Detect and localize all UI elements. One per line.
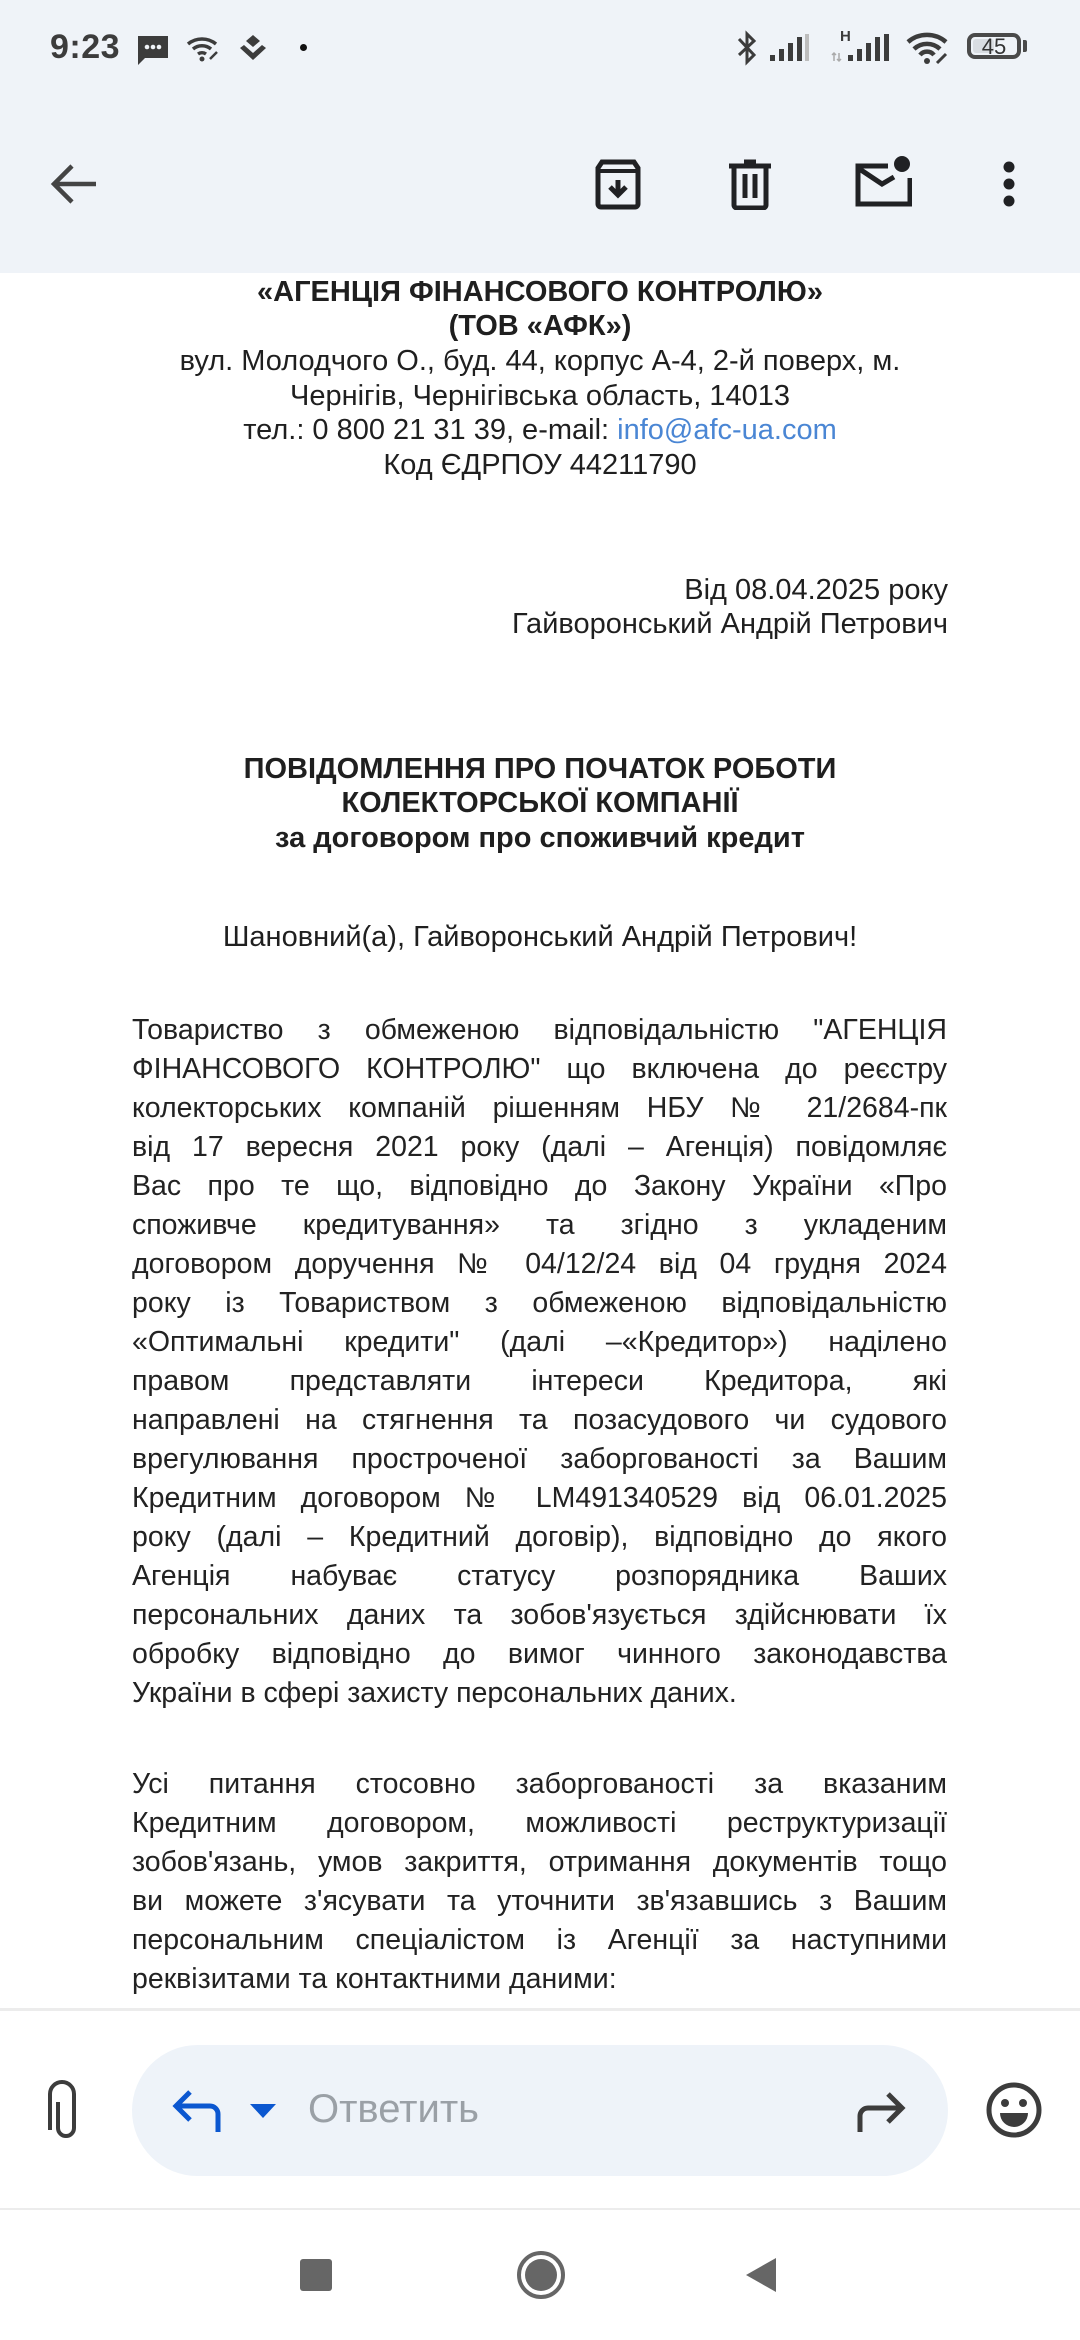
message-icon <box>136 34 170 66</box>
paragraph-line: Товариство з обмеженою відповідальністю "АГЕНЦІЯ <box>132 1014 947 1046</box>
paragraph-line: року (далі – Кредитний договір), відповідно до якого <box>132 1521 947 1553</box>
paperclip-icon <box>34 2078 94 2142</box>
attach-button[interactable] <box>34 2078 94 2142</box>
trash-icon <box>724 158 776 210</box>
paragraph-line: Кредитним договором № LM491340529 від 06.01.2025 <box>132 1482 947 1514</box>
paragraph-line: року із Товариством з обмеженою відповідальністю <box>132 1287 947 1319</box>
company-name: «АГЕНЦІЯ ФІНАНСОВОГО КОНТРОЛЮ» <box>257 276 823 308</box>
notice-subtitle: за договором про споживчий кредит <box>275 822 805 854</box>
top-bar <box>0 0 1080 273</box>
paragraph-line: України в сфері захисту персональних даних. <box>132 1677 737 1709</box>
triangle-back-icon <box>744 2257 778 2293</box>
more-vert-icon <box>1001 161 1017 207</box>
paragraph-line: «Оптимальні кредити" (далі –«Кредитор») наділено <box>132 1326 947 1358</box>
home-circle-icon <box>517 2251 565 2299</box>
paragraph-line: правом представляти інтереси Кредитора, які <box>132 1365 947 1397</box>
recipient-name: Гайворонський Андрій Петрович <box>511 608 948 640</box>
paragraph-line: договором доручення № 04/12/24 від 04 грудня 2024 <box>132 1248 947 1280</box>
wifi-link-icon <box>905 31 953 65</box>
phone-text: тел.: 0 800 21 31 39, e-mail: <box>243 414 618 446</box>
back-button[interactable] <box>40 150 108 218</box>
contact-line <box>0 413 1080 447</box>
status-time: 9:23 <box>50 28 121 66</box>
paragraph-line: врегулювання простроченої заборгованості за Вашим <box>132 1443 947 1475</box>
edrpou-code: Код ЄДРПОУ 44211790 <box>383 449 697 481</box>
paragraph-line: Усі питання стосовно заборгованості за вказаним <box>132 1768 947 1800</box>
emoji-button[interactable] <box>984 2080 1044 2140</box>
reply-button[interactable] <box>170 2088 226 2134</box>
network-type-label: H <box>840 28 851 45</box>
paragraph-line: персональних даних та зобов'язується здійснювати їх <box>132 1599 947 1631</box>
paragraph-line: ФІНАНСОВОГО КОНТРОЛЮ" що включена до реєстру <box>132 1053 947 1085</box>
divider <box>0 2208 1080 2210</box>
paragraph-line: персональним спеціалістом із Агенції за наступними <box>132 1924 947 1956</box>
signal-h-icon <box>830 33 892 63</box>
email-link[interactable]: info@afc-ua.com <box>617 414 837 446</box>
notification-dot-icon <box>300 44 307 51</box>
more-options-button[interactable] <box>975 150 1043 218</box>
divider <box>0 2008 1080 2011</box>
home-button[interactable] <box>517 2251 565 2299</box>
address-line-2: Чернігів, Чернігівська область, 14013 <box>290 380 790 412</box>
address-line-1: вул. Молодчого О., буд. 44, корпус А-4, 2-й поверх, м. <box>179 345 901 377</box>
layers-icon <box>238 33 268 65</box>
archive-button[interactable] <box>584 150 652 218</box>
bluetooth-icon <box>735 30 759 66</box>
notice-title-line-1: ПОВІДОМЛЕННЯ ПРО ПОЧАТОК РОБОТИ <box>243 753 837 785</box>
recents-button[interactable] <box>300 2259 332 2291</box>
greeting: Шановний(а), Гайворонський Андрій Петрович! <box>222 921 858 953</box>
reply-options-dropdown[interactable] <box>248 2102 280 2122</box>
archive-icon <box>592 158 644 210</box>
system-back-button[interactable] <box>744 2257 778 2293</box>
reply-icon <box>170 2088 226 2134</box>
company-short-name: (ТОВ «АФК») <box>448 310 632 342</box>
paragraph-line: колекторських компаній рішенням НБУ № 21/2684-пк <box>132 1092 947 1124</box>
reply-placeholder: Ответить <box>308 2087 479 2131</box>
paragraph-line: зобов'язань, умов закриття, отримання документів тощо <box>132 1846 947 1878</box>
paragraph-line: від 17 вересня 2021 року (далі – Агенція) повідомляє <box>132 1131 947 1163</box>
arrow-left-icon <box>50 162 98 206</box>
wifi-link-icon <box>186 35 222 63</box>
paragraph-line: направлені на стягнення та позасудового чи судового <box>132 1404 947 1436</box>
forward-button[interactable] <box>852 2090 910 2134</box>
paragraph-1 <box>132 1011 947 1713</box>
paragraph-2 <box>132 1765 947 1999</box>
paragraph-line: ви можете з'ясувати та уточнити зв'язавшись з Вашим <box>132 1885 947 1917</box>
mark-unread-icon <box>852 156 912 212</box>
paragraph-line: реквізитами та контактними даними: <box>132 1963 617 1995</box>
caret-down-icon <box>248 2102 278 2120</box>
battery-icon <box>967 33 1021 59</box>
paragraph-line: обробку відповідно до вимог чинного законодавства <box>132 1638 947 1670</box>
signal-icon <box>768 33 810 63</box>
paragraph-line: споживче кредитування» та згідно з укладеним <box>132 1209 947 1241</box>
emoji-icon <box>984 2080 1044 2140</box>
document-date: Від 08.04.2025 року <box>684 574 948 606</box>
battery-tip <box>1023 40 1027 52</box>
delete-button[interactable] <box>716 150 784 218</box>
paragraph-line: Кредитним договором, можливості реструктуризації <box>132 1807 947 1839</box>
mark-unread-button[interactable] <box>848 150 916 218</box>
battery-level: 45 <box>981 34 1007 59</box>
paragraph-line: Агенція набуває статусу розпорядника Ваших <box>132 1560 947 1592</box>
notice-title-line-2: КОЛЕКТОРСЬКОЇ КОМПАНІЇ <box>341 787 739 819</box>
forward-icon <box>852 2090 910 2134</box>
paragraph-line: Вас про те що, відповідно до Закону України «Про <box>132 1170 947 1202</box>
